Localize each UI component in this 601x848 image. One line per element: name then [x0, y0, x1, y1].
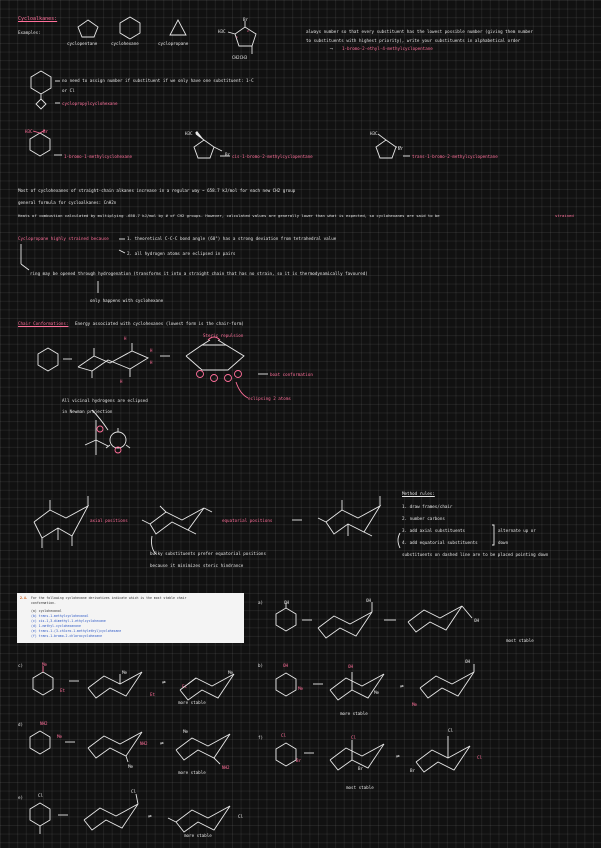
cyclopropane-ring	[170, 20, 186, 35]
rule-result: 1-bromo-2-ethyl-4-methylcyclopentane	[342, 46, 433, 51]
oh-b3: OH	[465, 659, 471, 664]
cl-f3: Cl	[448, 728, 454, 733]
h3c-label-2: H3C	[185, 131, 193, 136]
br-f1: Br	[296, 758, 302, 763]
eclipsing-label: eclipsing 2 atoms	[248, 396, 291, 401]
h3c-label-1: H3C	[25, 129, 33, 134]
oh-b1: OH	[283, 663, 289, 668]
problem-item-d: (d) 1-methyl-cyclohexanone	[31, 624, 81, 628]
name-cyclohexane: cyclohexane	[111, 41, 139, 46]
strain-reason-2: 2. all hydrogen atoms are eclipsed in pairs	[127, 251, 236, 256]
chair-f1	[330, 744, 384, 770]
equatorial-chair	[150, 508, 204, 534]
svg-text:⇌: ⇌	[148, 813, 152, 820]
bond	[228, 32, 235, 34]
et-c2: Et	[150, 692, 156, 697]
label-c: c)	[18, 663, 24, 668]
newman-bond	[96, 440, 108, 446]
cyclohexane-e	[30, 803, 50, 826]
chair-b2	[420, 672, 474, 698]
name-cyclopropane: cyclopropane	[158, 41, 189, 46]
problem-item-f: (f) trans-1-bromo-2-chlorocyclohexane	[31, 634, 103, 638]
bond	[126, 756, 128, 762]
svg-text:H: H	[150, 348, 153, 353]
oh-a1: OH	[284, 600, 290, 605]
vicinal-text: All vicinal hydrogens are eclipsed	[62, 398, 148, 403]
more-stable-c: more stable	[178, 700, 206, 705]
cl-e2: Cl	[131, 789, 137, 794]
wedge-bond	[195, 131, 204, 140]
h-circle	[225, 375, 232, 382]
svg-text:1: 1	[236, 35, 238, 39]
problem-number: 2.4.	[20, 596, 28, 600]
ring-open-text: ring may be opened through hydrogenation (transforms it into a straight chain that has no strain, so it is thermodynamically favoured)	[30, 271, 368, 276]
bond	[318, 518, 326, 522]
note-line-3: cyclopropylcyclohexane	[62, 101, 118, 106]
svg-text:H: H	[124, 336, 127, 341]
method-step-4: 4. add equatorial substituents	[402, 540, 478, 545]
me-d2: Me	[128, 764, 134, 769]
et-c1: Et	[60, 688, 66, 693]
bracket	[398, 533, 400, 548]
more-stable-e: more stable	[184, 833, 212, 838]
chair-e2	[176, 806, 230, 832]
br-label: Br	[243, 17, 249, 22]
nh2-d3: NH2	[222, 765, 230, 770]
et-c3: Et	[182, 684, 188, 689]
cyclopropane-ring-2	[36, 99, 46, 109]
rule-line-2: to substituents with highest priority), write your substituents in alphabetical order	[306, 38, 521, 43]
label-e: e)	[18, 795, 24, 800]
arrow	[21, 264, 29, 270]
chair-b1	[330, 674, 384, 700]
bond	[33, 131, 40, 133]
equatorial-label: equatorial positions	[222, 518, 273, 523]
rule-line-1: always number so that every substituent has the lowest possible number (giving them number	[306, 29, 533, 34]
bond	[214, 758, 220, 764]
svg-text:⇌: ⇌	[396, 753, 400, 760]
bond	[462, 606, 472, 618]
br-f3: Br	[410, 768, 416, 773]
steric-label: Steric repulsion	[203, 333, 244, 338]
label-f: f)	[258, 735, 264, 740]
label-d: d)	[18, 722, 24, 727]
cl-e3: Cl	[238, 814, 244, 819]
cyclohexane-ring	[120, 17, 140, 39]
newman-text: in Newman projection	[62, 409, 113, 414]
me-d1: Me	[57, 734, 63, 739]
oh-a2: OH	[366, 598, 372, 603]
svg-text:⇌: ⇌	[162, 679, 166, 686]
boat	[186, 345, 244, 370]
bond	[168, 818, 176, 822]
svg-text:⇌: ⇌	[160, 740, 164, 747]
bond	[214, 147, 222, 151]
chair-d1	[88, 732, 142, 758]
me-c3: Me	[228, 670, 234, 675]
br-label-1: Br	[43, 129, 49, 134]
label-b: b)	[258, 663, 264, 668]
examples-label: Examples:	[18, 30, 41, 35]
cyclohexane-d	[30, 731, 50, 754]
cis-cyclopentane	[194, 140, 214, 158]
h3c-label-3: H3C	[370, 131, 378, 136]
strained-word: strained	[555, 213, 574, 218]
dashes-text: substituents on dashed line are to be placed pointing down	[402, 552, 549, 557]
problem-text-1: For the following cyclohexane derivatives indicate which is the most stable chair	[31, 596, 187, 600]
problem-item-e: (e) trans-1-(3-chloro-1-methylethyl)cyclohexane	[31, 629, 122, 633]
problem-item-c: (c) cis-1,3-dimethyl-1-ethylcyclohexane	[31, 619, 106, 623]
chair-heading: Chair Conformations:	[18, 321, 69, 326]
br-f2: Br	[358, 766, 364, 771]
h-circle	[97, 426, 103, 432]
svg-text:2: 2	[247, 29, 249, 33]
cl-f2: Cl	[351, 735, 357, 740]
svg-text:H: H	[150, 360, 153, 365]
eq-bond	[204, 508, 212, 512]
eclipse-arrow	[236, 382, 248, 398]
h-circle	[235, 371, 242, 378]
bulky-line-1: bulky substituents prefer equatorial positions	[150, 551, 266, 556]
name-cis-bromo-methylcyclopentane: cis-1-bromo-2-methylcyclopentane	[232, 154, 313, 159]
newman-bond	[85, 440, 96, 445]
eq-bond	[142, 520, 150, 524]
me-b1: Me	[298, 686, 304, 691]
methyl-label: H3C	[218, 29, 226, 34]
br-label-3: Br	[398, 146, 404, 151]
bracket	[492, 525, 494, 545]
chair	[78, 351, 148, 371]
cl-e1: Cl	[38, 793, 44, 798]
combustion-line-1: Most of cyclohexanes of straight-chain alkanes increase in a regular way ~ 658.7 kJ/mol for each new CH2 group	[18, 188, 296, 193]
method-title: Method rules:	[402, 491, 435, 496]
strain-reason-1: 1. theoretical C-C-C bond angle (60°) has a strong deviation from tetrahedral value	[127, 236, 337, 241]
combustion-line-2: general formula for cycloalkanes: CnH2n	[18, 200, 117, 205]
note-line-2: or Cl	[62, 88, 75, 93]
combustion-line-3: Heats of combustion calculated by multiplying -658.7 kJ/mol by # of CH2 groups. However, calculated values are generally lower than what is expected, so cyclohexanes are said to be	[18, 213, 440, 218]
eq-bond	[160, 506, 166, 512]
axial-chair	[34, 506, 88, 538]
me-c2: Me	[122, 670, 128, 675]
only-cyclohexane-text: only happens with cyclohexane	[90, 298, 164, 303]
more-stable-b: more stable	[340, 711, 368, 716]
cyclohexane-f	[276, 743, 296, 766]
name-trans-bromo-methylcyclopentane: trans-1-bromo-2-methylcyclopentane	[412, 154, 498, 159]
cyclohexane-ring-2	[31, 71, 51, 94]
oh-b2: OH	[348, 664, 354, 669]
newman-bond	[126, 445, 130, 448]
combined-chair	[326, 506, 380, 534]
more-stable-d: more stable	[178, 770, 206, 775]
bond	[378, 134, 386, 140]
svg-text:⇌: ⇌	[400, 683, 404, 690]
bond	[364, 532, 372, 536]
alternate-label: alternate up or	[498, 528, 536, 533]
cyclohexane-b	[276, 673, 296, 696]
most-stable-f: most stable	[346, 785, 374, 790]
bulky-arrow	[152, 536, 157, 554]
h-bond	[202, 340, 210, 345]
substituted-cyclopentane	[235, 27, 256, 46]
steric-arc	[208, 337, 220, 340]
chair-heading-rest: Energy associated with cyclohexanes (lowest form is the chair-form)	[75, 321, 244, 326]
h-bond	[218, 340, 226, 345]
chair-a1	[318, 612, 372, 638]
newman-arrow	[92, 410, 108, 430]
chair-d2	[176, 734, 230, 760]
methylcyclohexane-ring	[30, 133, 50, 156]
bond	[40, 130, 45, 133]
ethyl-label: CH2CH3	[232, 55, 248, 60]
nh2-d1: NH2	[40, 721, 48, 726]
down-label: down	[498, 540, 509, 545]
strain-label: Cyclopropane highly strained because	[18, 236, 109, 241]
nh2-d2: NH2	[140, 741, 148, 746]
flat-cyclohexane	[38, 348, 58, 371]
method-step-1: 1. draw frames/chair	[402, 504, 453, 509]
chair-e1	[84, 804, 138, 830]
br-label-2: Br	[225, 152, 231, 157]
problem-text-2: conformation.	[31, 601, 56, 605]
cyclohexane-c	[33, 672, 53, 695]
h-circle	[211, 375, 218, 382]
rule-arrow: ⟶	[330, 46, 333, 51]
method-step-2: 2. number carbons	[402, 516, 445, 521]
me-d3: Me	[183, 729, 189, 734]
axial-label: axial positions	[90, 518, 128, 523]
most-stable-a: most stable	[506, 638, 534, 643]
problem-item-b: (b) trans-1-methylcyclohexanol	[31, 614, 89, 618]
note-line-1: no need to assign number if substituent if we only have one substituent: 1-C	[62, 78, 254, 83]
cl-f4: Cl	[477, 755, 483, 760]
cyclohexane-a	[276, 608, 296, 631]
chair-a2	[408, 606, 462, 632]
name-cyclopentane: cyclopentane	[67, 41, 98, 46]
name-bromo-methylcyclohexane: 1-bromo-1-methylcyclohexane	[64, 154, 133, 159]
arrow	[119, 250, 125, 253]
eq-bond	[188, 530, 196, 534]
cyclopentane-ring	[78, 20, 98, 37]
section-heading-cycloalkanes: Cycloalkanes:	[18, 16, 58, 22]
bond	[136, 794, 138, 804]
me-b2: Me	[374, 690, 380, 695]
me-c1: Me	[42, 662, 48, 667]
h-circle	[197, 371, 204, 378]
me-b3: Me	[412, 702, 418, 707]
oh-a3: OH	[474, 618, 480, 623]
svg-text:H: H	[120, 379, 123, 384]
bulky-line-2: because it minimizes steric hindrance	[150, 563, 244, 568]
newman-circle	[110, 432, 126, 448]
chair-c2	[180, 674, 234, 700]
chair-c1	[88, 672, 142, 698]
label-a: a)	[258, 600, 264, 605]
method-step-3: 3. add axial substituents	[402, 528, 466, 533]
bond	[188, 678, 196, 684]
chair-f2	[416, 746, 470, 772]
trans-cyclopentane	[376, 140, 396, 158]
boat-label: boat conformation	[270, 372, 313, 377]
problem-item-a: (a) cyclohexanol	[31, 609, 62, 613]
cl-f1: Cl	[281, 733, 287, 738]
